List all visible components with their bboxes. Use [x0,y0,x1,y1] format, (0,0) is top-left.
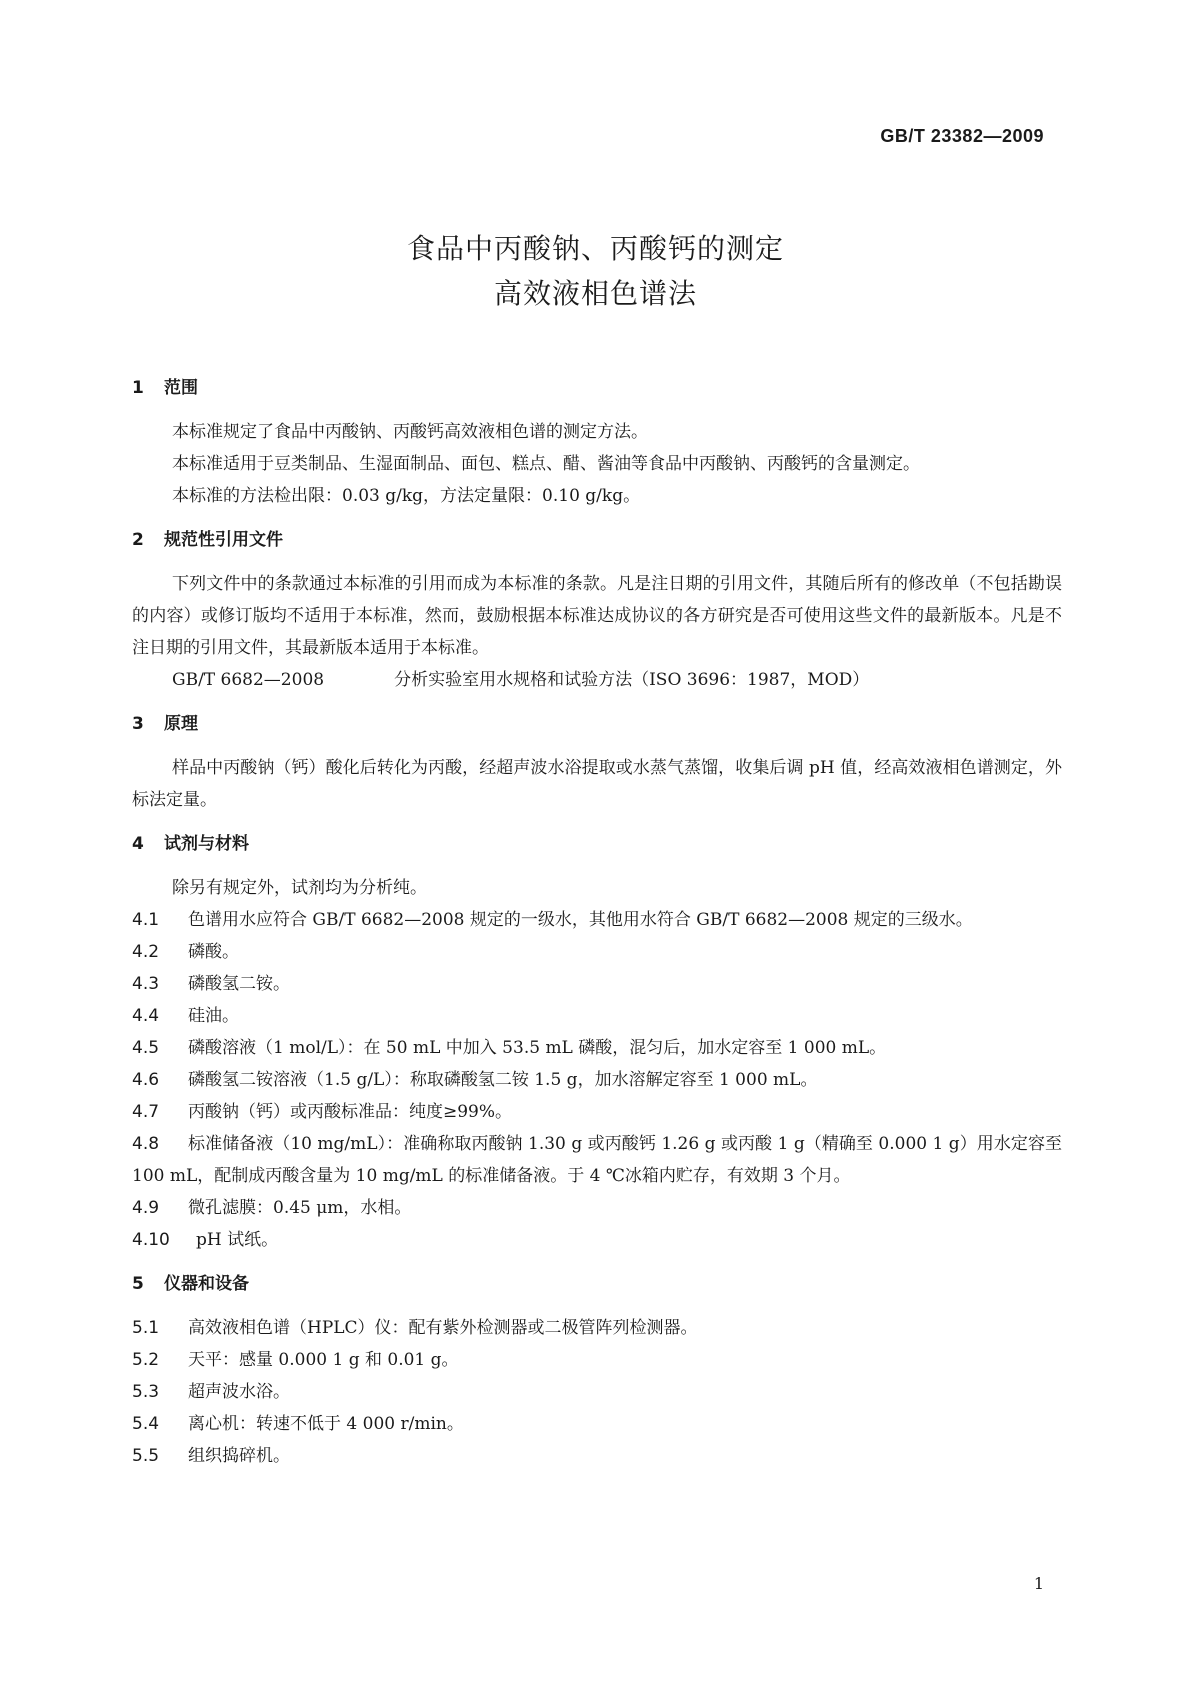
section-title: 范围 [164,378,198,398]
reagent-item [132,1192,1062,1224]
apparatus-item [132,1408,1062,1440]
item-number: 4.10 [132,1230,170,1250]
item-text: 丙酸钠（钙）或丙酸标准品：纯度≥99%。 [188,1102,513,1122]
item-text: 磷酸。 [188,942,239,962]
apparatus-item [132,1376,1062,1408]
item-number: 5.4 [132,1414,160,1434]
item-text: 组织捣碎机。 [188,1446,290,1466]
item-text: 标准储备液（10 mg/mL）：准确称取丙酸钠 1.30 g 或丙酸钙 1.26 g 或丙酸 1 g（精确至 0.000 1 g）用水定容至 100 mL，配制成丙酸含量为 10 mg/mL 的标准储备液。于 4 ℃冰箱内贮存，有效期 3 个月。 [132,1134,1062,1186]
scope-paragraph-2: 本标准适用于豆类制品、生湿面制品、面包、糕点、醋、酱油等食品中丙酸钠、丙酸钙的含量测定。 [172,454,920,474]
reagent-item [132,1224,1062,1256]
references-paragraph: 下列文件中的条款通过本标准的引用而成为本标准的条款。凡是注日期的引用文件，其随后所有的修改单（不包括勘误的内容）或修订版均不适用于本标准，然而，鼓励根据本标准达成协议的各方研究是否可使用这些文件的最新版本。凡是不注日期的引用文件，其最新版本适用于本标准。 [132,574,1062,658]
reference-title: 分析实验室用水规格和试验方法（ISO 3696：1987，MOD） [394,670,870,690]
reagents-intro: 除另有规定外，试剂均为分析纯。 [172,878,427,898]
section-heading-scope [132,372,1062,404]
item-text: 磷酸溶液（1 mol/L）：在 50 mL 中加入 53.5 mL 磷酸，混匀后，加水定容至 1 000 mL。 [188,1038,887,1058]
reagent-item [132,1032,1062,1064]
item-number: 5.3 [132,1382,160,1402]
item-text: 磷酸氢二铵。 [188,974,290,994]
section-heading-principle [132,708,1062,740]
item-number: 4.6 [132,1070,160,1090]
item-number: 4.7 [132,1102,160,1122]
section-number: 3 [132,714,144,734]
item-text: 磷酸氢二铵溶液（1.5 g/L）：称取磷酸氢二铵 1.5 g，加水溶解定容至 1 000 mL。 [188,1070,818,1090]
item-text: 微孔滤膜：0.45 μm，水相。 [188,1198,412,1218]
section-number: 4 [132,834,144,854]
item-text: 天平：感量 0.000 1 g 和 0.01 g。 [188,1350,459,1370]
scope-paragraph-3: 本标准的方法检出限：0.03 g/kg，方法定量限：0.10 g/kg。 [172,486,641,506]
item-text: 离心机：转速不低于 4 000 r/min。 [188,1414,464,1434]
item-number: 4.4 [132,1006,160,1026]
page-number: 1 [1033,1574,1044,1593]
item-number: 4.9 [132,1198,160,1218]
reference-code: GB/T 6682—2008 [172,670,325,690]
principle-paragraph: 样品中丙酸钠（钙）酸化后转化为丙酸，经超声波水浴提取或水蒸气蒸馏，收集后调 pH 值，经高效液相色谱测定，外标法定量。 [132,758,1062,810]
item-number: 4.1 [132,910,160,930]
reagent-item [132,904,1062,936]
reagent-item [132,1096,1062,1128]
item-text: 超声波水浴。 [188,1382,290,1402]
scope-paragraph-1: 本标准规定了食品中丙酸钠、丙酸钙高效液相色谱的测定方法。 [172,422,648,442]
title-line-1: 食品中丙酸钠、丙酸钙的测定 [406,232,784,265]
item-number: 5.5 [132,1446,160,1466]
document-body [132,372,1062,1472]
section-heading-normative-references [132,524,1062,556]
item-number: 4.5 [132,1038,160,1058]
section-number: 2 [132,530,144,550]
item-number: 4.3 [132,974,160,994]
item-text: 高效液相色谱（HPLC）仪：配有紫外检测器或二极管阵列检测器。 [188,1318,698,1338]
apparatus-item [132,1440,1062,1472]
item-number: 4.8 [132,1134,160,1154]
item-text: 硅油。 [188,1006,239,1026]
reagent-item [132,968,1062,1000]
section-heading-apparatus [132,1268,1062,1300]
reagent-item [132,1128,1062,1192]
document-title [0,226,1191,316]
standard-number: GB/T 23382—2009 [880,126,1044,146]
item-number: 5.2 [132,1350,160,1370]
reagent-item [132,936,1062,968]
section-title: 原理 [164,714,198,734]
apparatus-item [132,1344,1062,1376]
item-text: 色谱用水应符合 GB/T 6682—2008 规定的一级水，其他用水符合 GB/T 6682—2008 规定的三级水。 [188,910,973,930]
reagent-item [132,1000,1062,1032]
section-title: 规范性引用文件 [164,530,283,550]
section-number: 5 [132,1274,144,1294]
item-number: 5.1 [132,1318,160,1338]
item-text: pH 试纸。 [196,1230,279,1250]
section-title: 仪器和设备 [164,1274,249,1294]
section-title: 试剂与材料 [164,834,249,854]
reference-entry [132,664,1062,696]
apparatus-item [132,1312,1062,1344]
item-number: 4.2 [132,942,160,962]
reagent-item [132,1064,1062,1096]
section-heading-reagents [132,828,1062,860]
title-line-2: 高效液相色谱法 [493,277,697,310]
section-number: 1 [132,378,144,398]
